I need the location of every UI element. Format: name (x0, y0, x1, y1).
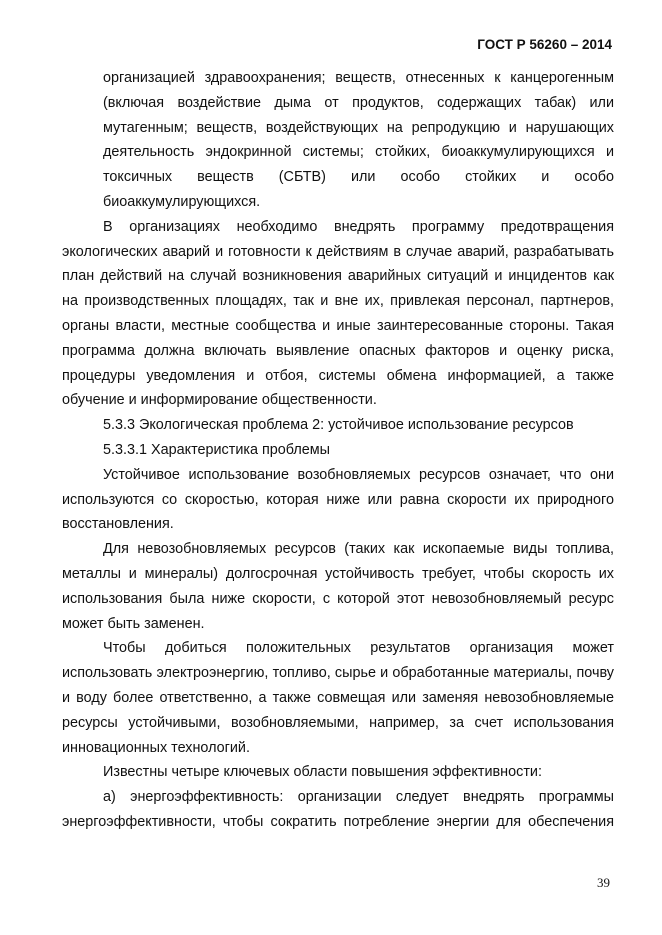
paragraph-energy-efficiency: а) энергоэффективность: организации следует внедрять программы энергоэффективности, чтобы сократить потребление энергии для обеспечения (62, 789, 614, 830)
paragraph-hazardous-substances: организацией здравоохранения; веществ, отнесенных к канцерогенным (включая воздействие дыма от продуктов, содержащих табак) или мутагенным; веществ, воздействующих на репродукцию и нарушающих деятельность эндокринной системы; стойких, биоаккумулирующихся и токсичных веществ (СБТВ) или особо стойких и особо биоаккумулирующихся. (103, 70, 614, 210)
paragraph-accident-prevention: В организациях необходимо внедрять программу предотвращения экологических аварий и готовности к действиям в случае аварий, разрабатывать план действий на случай возникновения аварийных ситуаций и инцидентов как на производственных площадях, так и вне их, привлекая персонал, партнеров, органы власти, местные сообщества и иные заинтересованные стороны. Такая программа должна включать выявление опасных факторов и оценку риска, процедуры уведомления и отбоя, системы обмена информацией, а также обучение и информирование общественности. (62, 218, 614, 409)
document-body (62, 66, 614, 835)
document-header: ГОСТ Р 56260 – 2014 (477, 37, 612, 52)
page-number: 39 (597, 875, 610, 890)
paragraph-positive-results: Чтобы добиться положительных результатов организация может использовать электроэнергию, топливо, сырье и обработанные материалы, почву и воду более ответственно, а также совмещая или заменяя невозобновляемые ресурсы устойчивыми, возобновляемыми, например, за счет использования инновационных технологий. (62, 640, 614, 756)
paragraph-key-areas: Известны четыре ключевых области повышения эффективности: (103, 764, 542, 781)
section-heading-5-3-3-1: 5.3.3.1 Характеристика проблемы (103, 441, 331, 458)
paragraph-nonrenewable-resources: Для невозобновляемых ресурсов (таких как ископаемые виды топлива, металлы и минералы) долгосрочная устойчивость требует, чтобы скорость их использования была ниже скорости, с которой этот невозобновляемый ресурс может быть заменен. (62, 541, 614, 632)
section-heading-5-3-3: 5.3.3 Экологическая проблема 2: устойчивое использование ресурсов (103, 417, 574, 434)
paragraph-renewable-resources: Устойчивое использование возобновляемых ресурсов означает, что они используются со скоростью, которая ниже или равна скорости их природного восстановления. (62, 466, 614, 533)
